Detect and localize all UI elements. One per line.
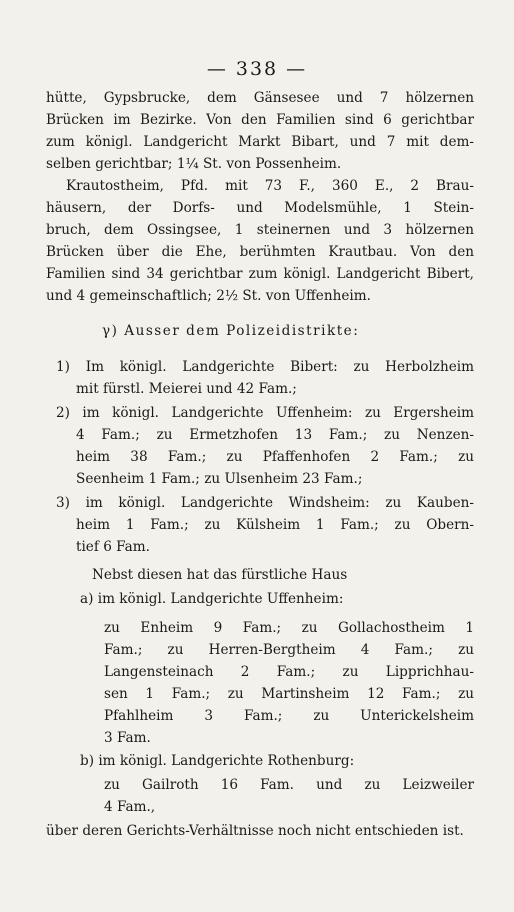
text-line: 4 Fam., [104,799,156,815]
text-line: zum königl. Landgericht Markt Bibart, und 7 mit dem- [46,134,474,150]
text-line: Nebst diesen hat das fürstliche Haus [92,567,348,583]
text-line: zu Enheim 9 Fam.; zu Gollachostheim 1 [104,620,474,636]
text-line: 4 Fam.; zu Ermetzhofen 13 Fam.; zu Nenzen- [76,427,474,443]
text-line: Krautostheim, Pfd. mit 73 F., 360 E., 2 Brau- [66,178,474,194]
text-line: 3) im königl. Landgerichte Windsheim: zu Kauben- [56,495,474,511]
text-line: sen 1 Fam.; zu Martinsheim 12 Fam.; zu [104,686,474,702]
text-line: Brücken im Bezirke. Von den Familien sind 6 gerichtbar [46,112,474,128]
text-line: heim 38 Fam.; zu Pfaffenhofen 2 Fam.; zu [76,449,474,465]
text-line: b) im königl. Landgerichte Rothenburg: [80,753,355,769]
text-line: a) im königl. Landgerichte Uffenheim: [80,591,344,607]
text-line: heim 1 Fam.; zu Külsheim 1 Fam.; zu Obern- [76,517,474,533]
text-line: selben gerichtbar; 1¼ St. von Possenheim. [46,156,342,172]
text-line: häusern, der Dorfs- und Modelsmühle, 1 Stein- [46,200,474,216]
text-line: 2) im königl. Landgerichte Uffenheim: zu Ergersheim [56,405,474,421]
text-line: mit fürstl. Meierei und 42 Fam.; [76,381,297,397]
text-line: hütte, Gypsbrucke, dem Gänsesee und 7 hölzernen [46,90,474,106]
text-line: Brücken über die Ehe, berühmten Krautbau. Von den [46,244,474,260]
text-line: Seenheim 1 Fam.; zu Ulsenheim 23 Fam.; [76,471,363,487]
text-line: 1) Im königl. Landgerichte Bibert: zu Herbolzheim [56,359,474,375]
text-line: tief 6 Fam. [76,539,151,555]
text-line: Familien sind 34 gerichtbar zum königl. Landgericht Bibert, [46,266,474,282]
text-line: bruch, dem Ossingsee, 1 steinernen und 3 hölzernen [46,222,474,238]
text-line: Langensteinach 2 Fam.; zu Lipprichhau- [104,664,474,680]
text-line: 3 Fam. [104,730,151,746]
section-heading: γ) Ausser dem Polizeidistrikte: [102,323,360,339]
text-line: Fam.; zu Herren-Bergtheim 4 Fam.; zu [104,642,474,658]
text-line: über deren Gerichts-Verhältnisse noch nicht entschieden ist. [46,823,464,839]
text-line: Pfahlheim 3 Fam.; zu Unterickelsheim [104,708,474,724]
page-number: — 338 — [206,58,308,80]
text-line: zu Gailroth 16 Fam. und zu Leizweiler [104,777,474,793]
text-line: und 4 gemeinschaftlich; 2½ St. von Uffenheim. [46,288,371,304]
